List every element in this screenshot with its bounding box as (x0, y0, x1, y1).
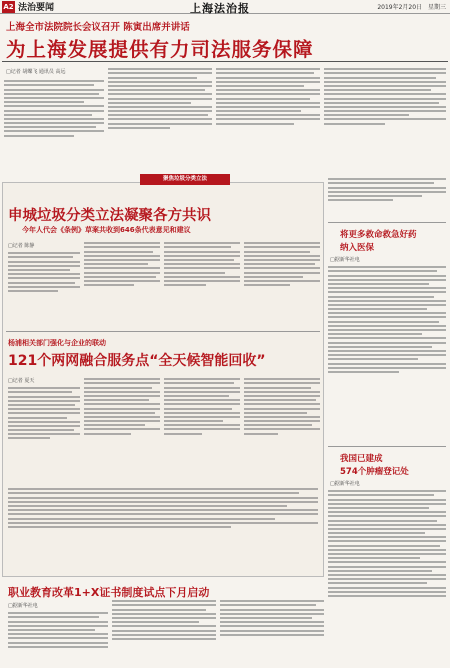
right-story1-headline-1: 将更多救命救急好药 (340, 230, 417, 240)
date: 2019年2月20日 (377, 4, 423, 11)
lead-article-col-2 (108, 66, 212, 170)
story2-headline: 121个两网融合服务点“全天候智能回收” (8, 353, 266, 369)
story1-col-2 (84, 240, 160, 326)
story1-byline: □记者 陈静 (8, 243, 35, 249)
bottom-col-3 (220, 598, 324, 668)
weekday: 星期三 (427, 4, 446, 11)
story2-col-3 (164, 376, 240, 482)
story2-col-4 (244, 376, 320, 482)
divider (328, 222, 446, 223)
bottom-col-2 (112, 598, 216, 668)
section-name: 法治要闻 (18, 3, 55, 13)
right-story1-text (328, 264, 446, 440)
right-story2-text (328, 488, 446, 666)
lead-headline: 为上海发展提供有力司法服务保障 (6, 38, 314, 61)
right-story2-headline-1: 我国已建成 (340, 454, 383, 464)
lead-article-col-1 (4, 78, 104, 170)
right-story1-byline: □据新华社电 (330, 257, 360, 263)
lead-article-col-4-cont (328, 176, 446, 220)
story1-col-4 (244, 240, 320, 326)
page-number: A2 (3, 2, 14, 11)
special-tag: 聚焦垃圾分类立法 (140, 174, 230, 185)
story2-col-1 (8, 385, 80, 481)
story2-kicker: 杨浦相关部门强化与企业的联动 (8, 339, 106, 347)
lead-subtitle: 上海全市法院院长会议召开 陈寅出席并讲话 (6, 22, 190, 33)
lead-byline: □记者 胡蝶飞 通讯员 高远 (6, 69, 66, 75)
right-story2-headline-2: 574个肿瘤登记处 (340, 467, 409, 477)
story2-col-2 (84, 376, 160, 482)
story1-col-1 (8, 250, 80, 326)
divider (6, 331, 320, 332)
story2-col-wide (8, 486, 318, 572)
story2-byline: □记者 夏天 (8, 378, 35, 384)
lead-article-col-4 (324, 66, 446, 170)
right-story1-headline-2: 纳入医保 (340, 243, 375, 253)
bottom-col-1 (8, 610, 108, 668)
paper-logo: 上海法治报 (190, 2, 250, 15)
right-story2-byline: □据新华社电 (330, 481, 360, 487)
bottom-byline: □据新华社电 (8, 603, 38, 609)
issue-date (377, 2, 446, 11)
bottom-headline: 职业教育改革1+X证书制度试点下月启动 (8, 586, 210, 599)
story1-col-3 (164, 240, 240, 326)
divider (2, 61, 448, 62)
story1-subtitle: 今年人代会《条例》草案共收到646条代表意见和建议 (22, 226, 191, 234)
story1-headline: 申城垃圾分类立法凝聚各方共识 (8, 208, 211, 224)
masthead (0, 0, 450, 14)
divider (328, 446, 446, 447)
lead-article-col-3 (216, 66, 320, 170)
